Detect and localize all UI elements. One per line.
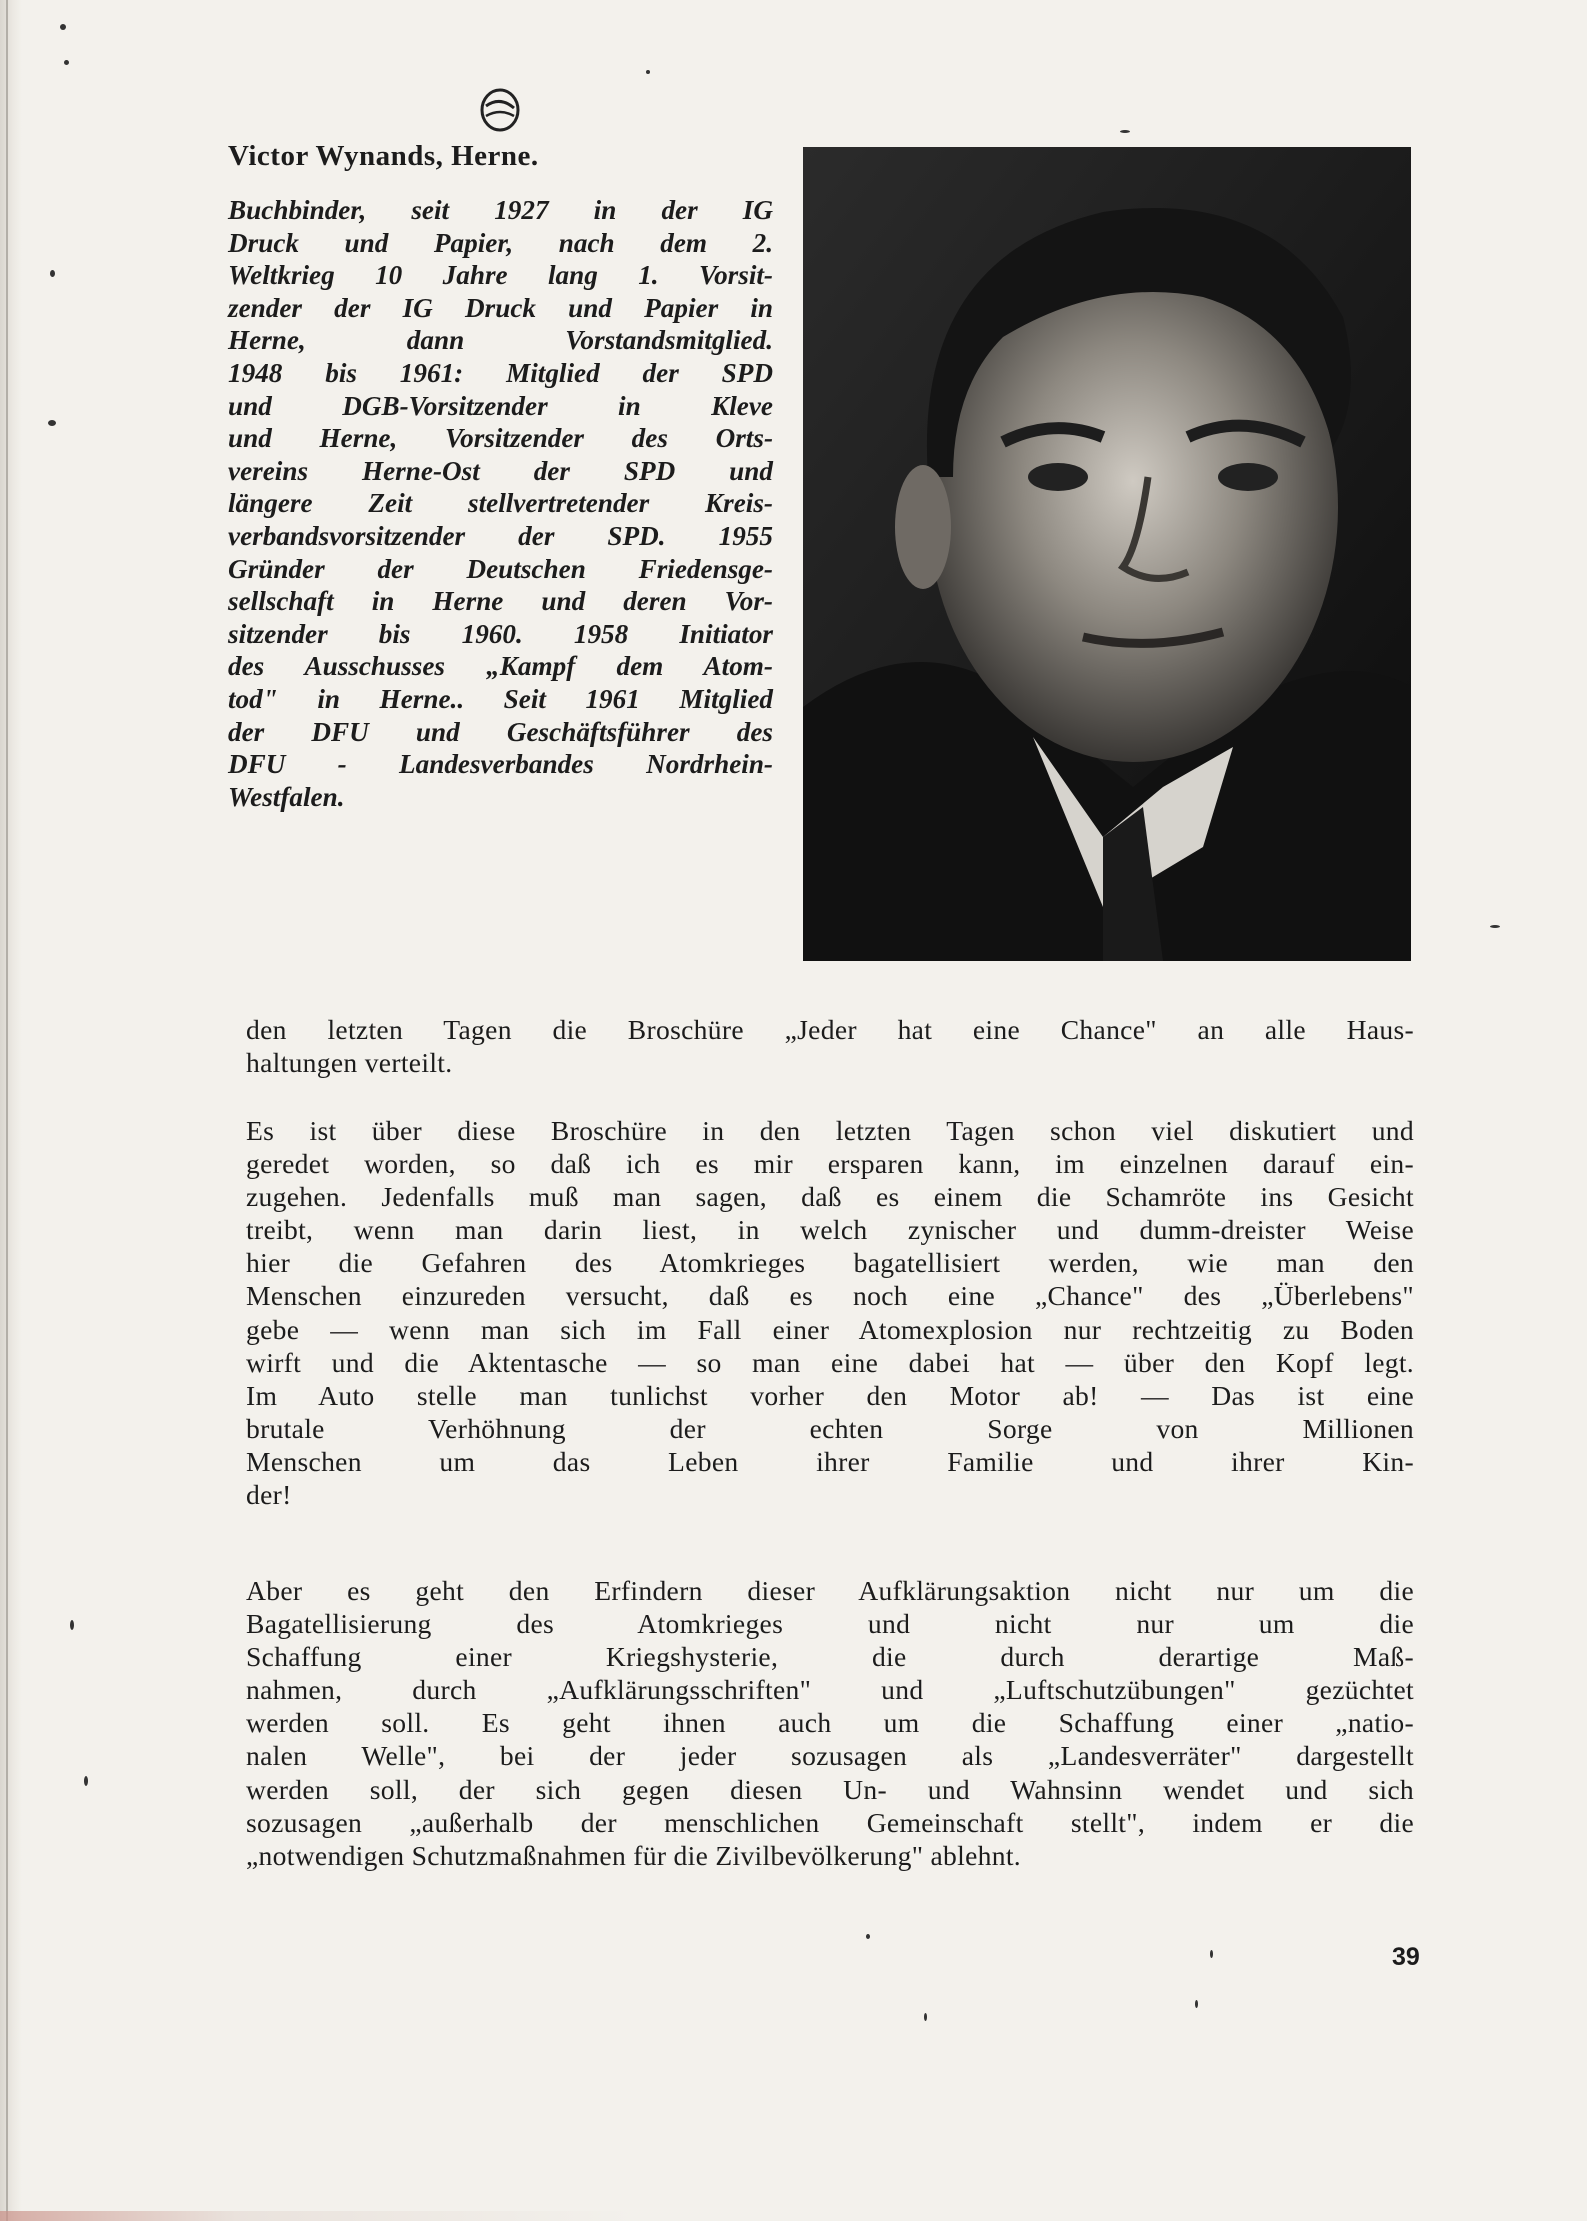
scan-speck bbox=[1195, 2000, 1198, 2008]
text-line: „notwendigen Schutzmaßnahmen für die Zivilbevölkerung" ablehnt. bbox=[246, 1839, 1021, 1871]
text-line: tod" in Herne.. Seit 1961 Mitglied bbox=[228, 683, 773, 714]
text-line: sellschaft in Herne und deren Vor- bbox=[228, 586, 773, 617]
text-line: Weltkrieg 10 Jahre lang 1. Vorsit- bbox=[228, 260, 773, 291]
scan-speck bbox=[866, 1934, 870, 1939]
text-line: hier die Gefahren des Atomkrieges bagatellisiert werden, wie man den bbox=[246, 1247, 1414, 1279]
text-line: wirft und die Aktentasche — so man eine dabei hat — über den Kopf legt. bbox=[246, 1346, 1414, 1378]
text-line: werden soll, der sich gegen diesen Un- und Wahnsinn wendet und sich bbox=[246, 1773, 1414, 1805]
text-line: werden soll. Es geht ihnen auch um die Schaffung einer „natio- bbox=[246, 1707, 1414, 1739]
text-line: Schaffung einer Kriegshysterie, die durch derartige Maß- bbox=[246, 1641, 1414, 1673]
paragraph-2 bbox=[246, 1114, 1414, 1511]
page-number: 39 bbox=[1392, 1943, 1420, 1971]
text-line: geredet worden, so daß ich es mir ersparen kann, im einzelnen darauf ein- bbox=[246, 1148, 1414, 1180]
text-line: Herne, dann Vorstandsmitglied. bbox=[228, 325, 773, 356]
text-line: verbandsvorsitzender der SPD. 1955 bbox=[228, 520, 773, 551]
scan-speck bbox=[60, 24, 66, 30]
scan-speck bbox=[50, 270, 55, 277]
text-line: und Herne, Vorsitzender des Orts- bbox=[228, 423, 773, 454]
scan-speck bbox=[646, 70, 650, 74]
binding-line bbox=[6, 0, 8, 2221]
text-line: Westfalen. bbox=[228, 781, 345, 812]
text-line: brutale Verhöhnung der echten Sorge von Millionen bbox=[246, 1412, 1414, 1444]
text-line: Menschen einzureden versucht, daß es noch eine „Chance" des „Überlebens" bbox=[246, 1280, 1414, 1312]
bio-name: Victor Wynands, Herne. bbox=[228, 140, 539, 172]
scan-speck bbox=[1120, 130, 1130, 133]
text-line: nahmen, durch „Aufklärungsschriften" und „Luftschutzübungen" gezüchtet bbox=[246, 1674, 1414, 1706]
text-line: vereins Herne-Ost der SPD und bbox=[228, 455, 773, 486]
text-line: 1948 bis 1961: Mitglied der SPD bbox=[228, 357, 773, 388]
text-line: sitzender bis 1960. 1958 Initiator bbox=[228, 618, 773, 649]
text-line: Gründer der Deutschen Friedensge- bbox=[228, 553, 773, 584]
text-line: längere Zeit stellvertretender Kreis- bbox=[228, 488, 773, 519]
text-line: zugehen. Jedenfalls muß man sagen, daß es einem die Schamröte ins Gesicht bbox=[246, 1181, 1414, 1213]
text-line: Bagatellisierung des Atomkrieges und nicht nur um die bbox=[246, 1608, 1414, 1640]
text-line: der! bbox=[246, 1479, 292, 1511]
text-line: Es ist über diese Broschüre in den letzten Tagen schon viel diskutiert und bbox=[246, 1115, 1414, 1146]
text-line: haltungen verteilt. bbox=[246, 1047, 453, 1079]
scan-speck bbox=[1210, 1950, 1213, 1958]
paragraph-1 bbox=[246, 1013, 1414, 1079]
page-left-edge bbox=[0, 0, 22, 2221]
scan-speck bbox=[64, 60, 69, 65]
scan-speck bbox=[1490, 925, 1500, 928]
text-line: Menschen um das Leben ihrer Familie und ihrer Kin- bbox=[246, 1445, 1414, 1477]
text-line: Aber es geht den Erfindern dieser Aufklärungsaktion nicht nur um die bbox=[246, 1575, 1414, 1606]
scan-speck bbox=[84, 1776, 88, 1786]
text-line: und DGB-Vorsitzender in Kleve bbox=[228, 390, 773, 421]
bio-text bbox=[228, 194, 773, 813]
scan-speck bbox=[70, 1620, 74, 1630]
text-line: des Ausschusses „Kampf dem Atom- bbox=[228, 651, 773, 682]
scan-speck bbox=[48, 420, 56, 426]
text-line: den letzten Tagen die Broschüre „Jeder hat eine Chance" an alle Haus- bbox=[246, 1014, 1414, 1045]
paragraph-3 bbox=[246, 1574, 1414, 1872]
stamp-mark bbox=[478, 86, 522, 134]
text-line: Buchbinder, seit 1927 in der IG bbox=[228, 195, 773, 225]
text-line: sozusagen „außerhalb der menschlichen Gemeinschaft stellt", indem er die bbox=[246, 1806, 1414, 1838]
text-line: der DFU und Geschäftsführer des bbox=[228, 716, 773, 747]
text-line: DFU - Landesverbandes Nordrhein- bbox=[228, 749, 773, 780]
text-line: Im Auto stelle man tunlichst vorher den Motor ab! — Das ist eine bbox=[246, 1379, 1414, 1411]
text-line: nalen Welle", bei der jeder sozusagen als „Landesverräter" dargestellt bbox=[246, 1740, 1414, 1772]
text-line: Druck und Papier, nach dem 2. bbox=[228, 227, 773, 258]
scan-speck bbox=[924, 2013, 927, 2021]
bottom-edge-strip bbox=[0, 2211, 1587, 2221]
text-line: treibt, wenn man darin liest, in welch zynischer und dumm-dreister Weise bbox=[246, 1214, 1414, 1246]
text-line: zender der IG Druck und Papier in bbox=[228, 292, 773, 323]
portrait-photo bbox=[803, 147, 1411, 961]
text-line: gebe — wenn man sich im Fall einer Atomexplosion nur rechtzeitig zu Boden bbox=[246, 1313, 1414, 1345]
